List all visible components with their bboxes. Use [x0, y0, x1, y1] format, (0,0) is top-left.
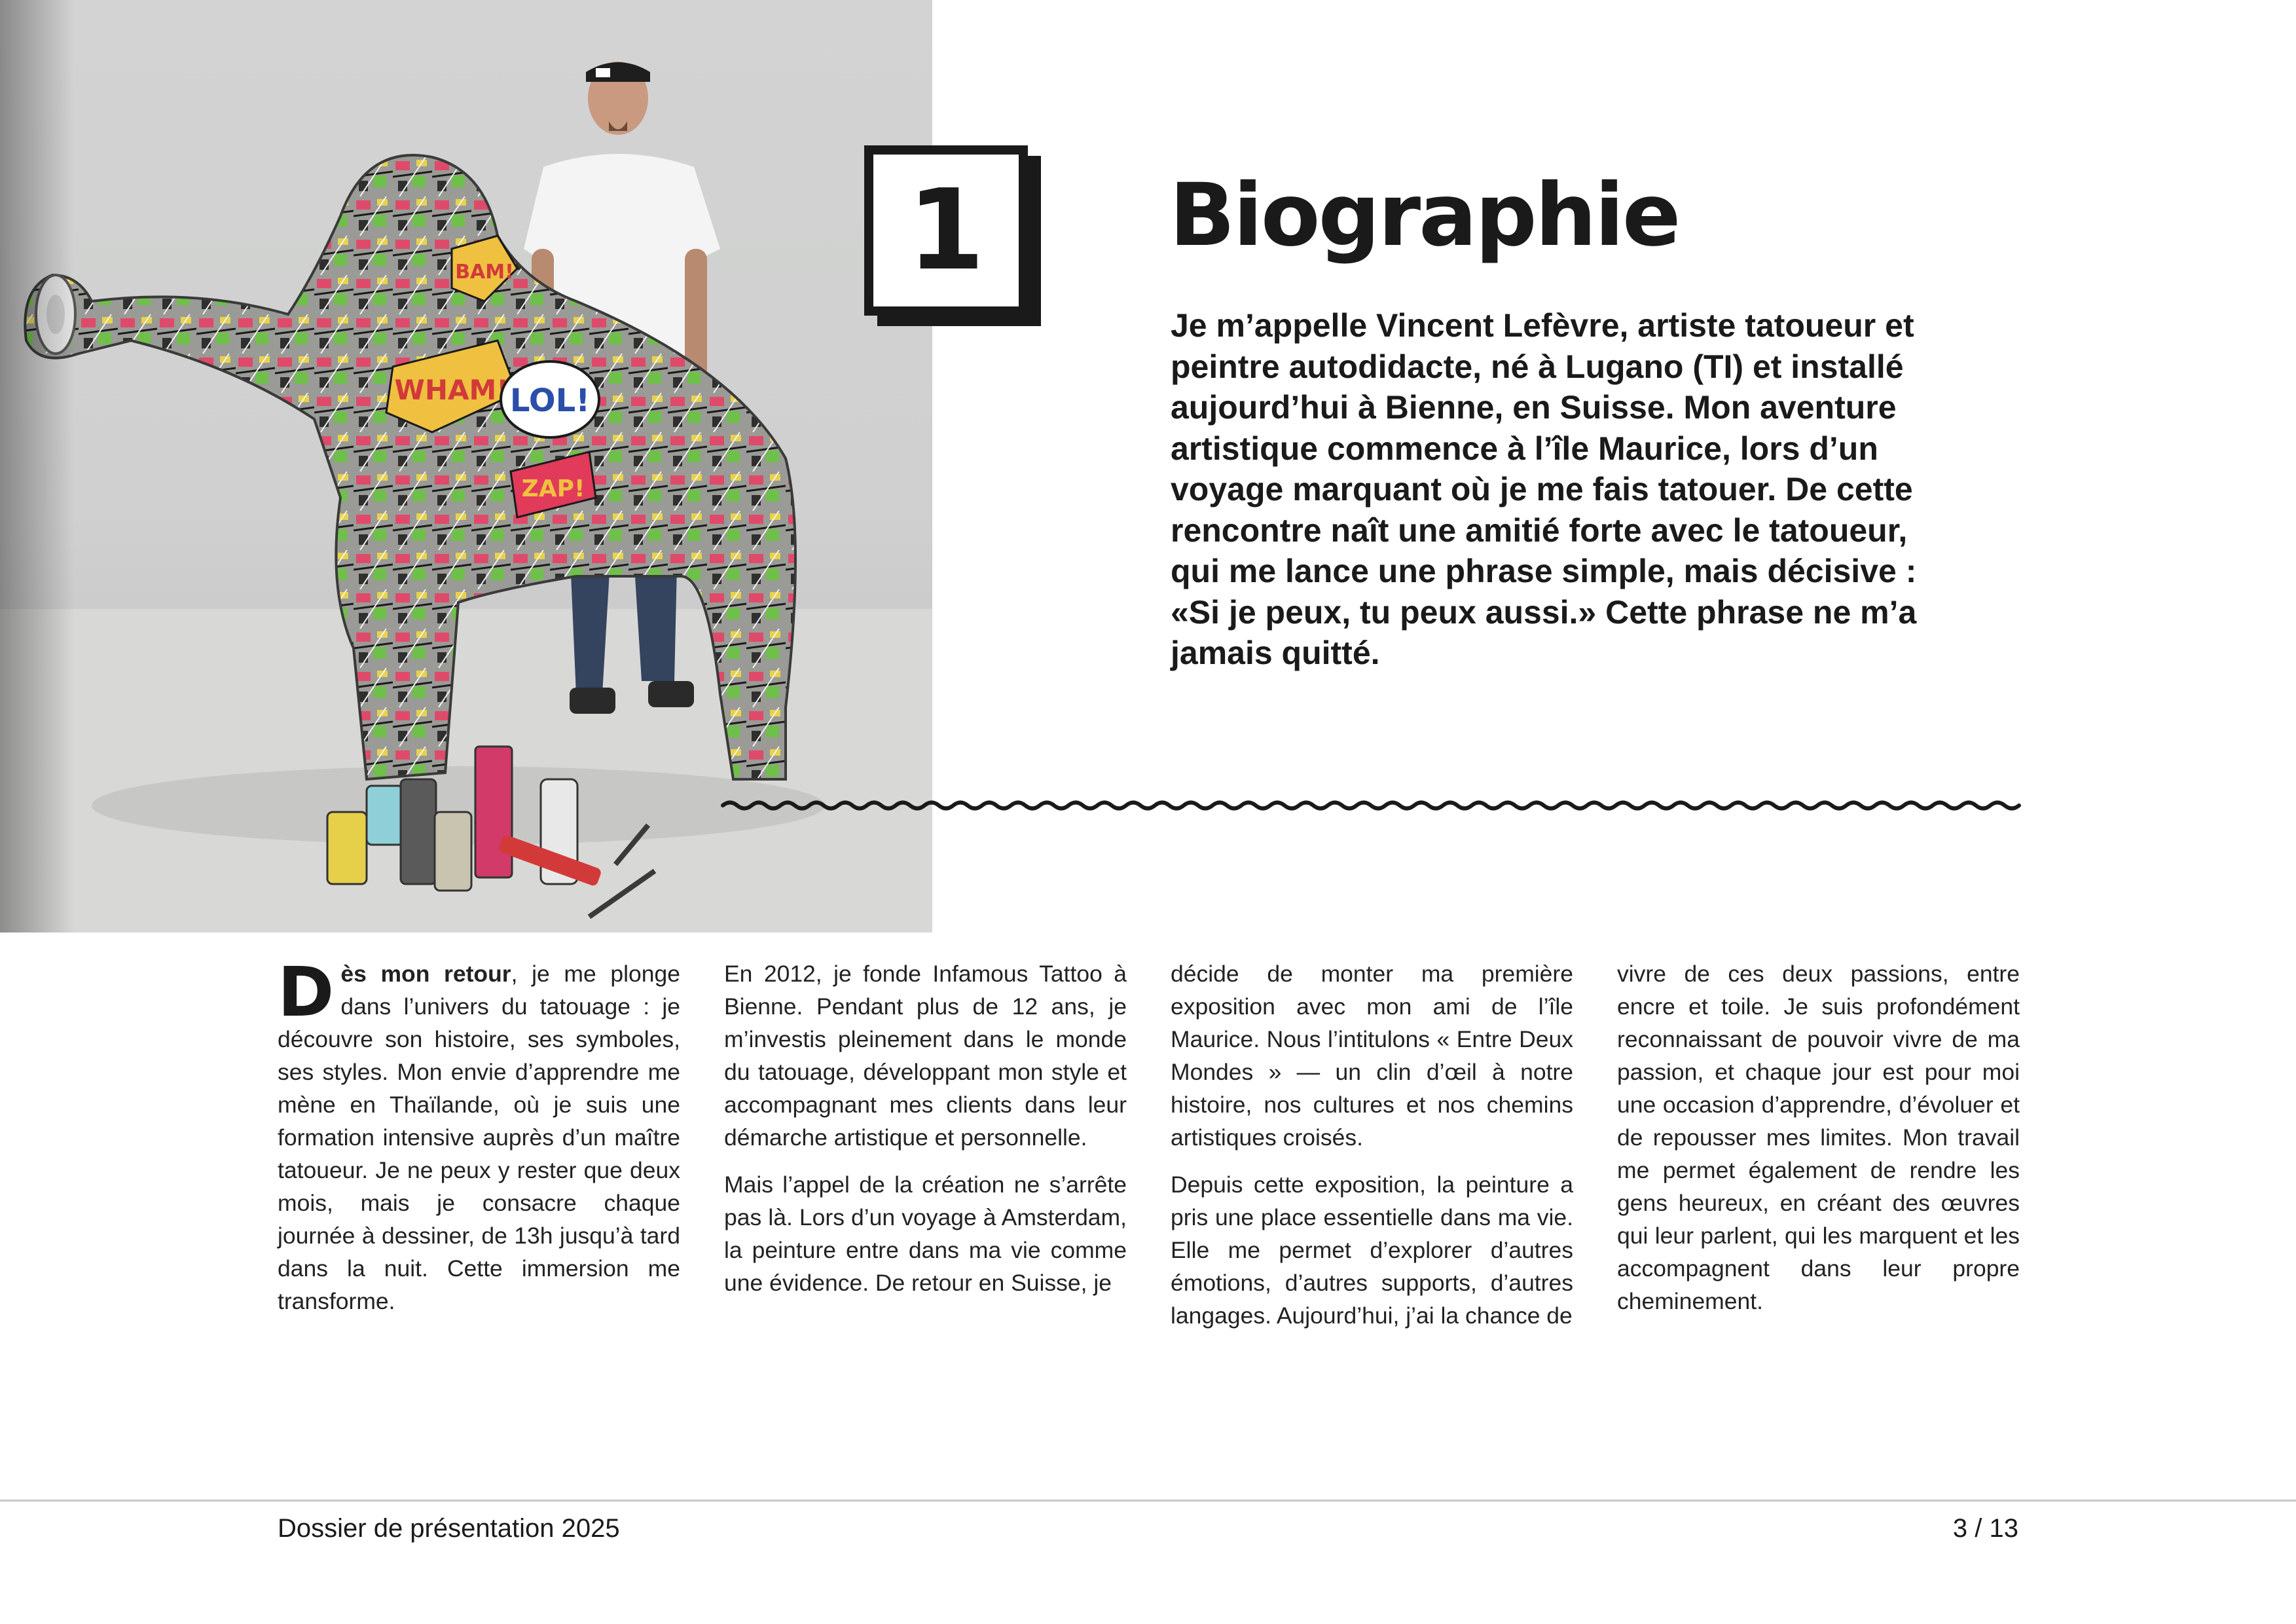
drop-cap: D	[278, 952, 335, 1032]
col1-bold-intro: ès mon retour	[340, 961, 511, 987]
col3-paragraph-2: Depuis cette exposition, la peinture a pris une place essentielle dans ma vie. Elle me permet d’explorer d’autres émotions, d’autres supports, d’autres langages. Aujourd’hui, j’ai la chance de	[1171, 1172, 1573, 1329]
section-number: 1	[864, 145, 1028, 316]
col1-paragraph	[278, 952, 680, 1318]
lead-paragraph: Je m’appelle Vincent Lefèvre, artiste tatoueur et peintre autodidacte, né à Lugano (TI) et installé aujourd’hui à Bienne, en Suisse. Mon aventure artistique commence à l’île Maurice, lors d’un voyage marquant où je me fais tatouer. De cette rencontre naît une amitié forte avec le tatoueur, qui me lance une phrase simple, mais décisive : «Si je peux, tu peux aussi.» Cette phrase ne m’a jamais quitté.	[1171, 307, 1917, 671]
footer-document-title: Dossier de présentation 2025	[278, 1514, 620, 1543]
col4-paragraph-1: vivre de ces deux passions, entre encre et toile. Je suis profondément reconnaissant de pouvoir vivre de ma passion, et chaque jour est pour moi une occasion d’apprendre, d’évoluer et de repousser mes limites. Mon travail me permet également de rendre les gens heureux, en créant des œuvres qui leur parlent, qui les marquent et les accompagnent dans leur propre cheminement.	[1617, 961, 2020, 1314]
footer-rule	[0, 1500, 2296, 1502]
body-column-2	[724, 957, 1127, 1314]
body-column-3	[1171, 957, 1573, 1346]
body-column-1	[278, 952, 680, 1332]
body-column-4	[1617, 957, 2020, 1332]
col1-text: , je me plonge dans l’univers du tatouage : je découvre son histoire, ses symboles, ses styles. Mon envie d’apprendre me mène en Thaïlande, où je suis une formation intensive auprès d’un maître tatoueur. Je ne peux y rester que deux mois, mais je consacre chaque journée à dessiner, de 13h jusqu’à tard dans la nuit. Cette immersion me transforme.	[278, 961, 680, 1314]
wavy-line	[723, 803, 2019, 809]
section-title: Biographie	[1169, 165, 1679, 266]
col2-paragraph-1: En 2012, je fonde Infamous Tattoo à Bienne. Pendant plus de 12 ans, je m’investis pleinement dans le monde du tatouage, développant mon style et accompagnant mes clients dans leur démarche artistique et personnelle.	[724, 961, 1127, 1151]
footer-page-number: 3 / 13	[1952, 1514, 2018, 1543]
wavy-divider	[720, 792, 2030, 819]
section-number-badge	[864, 145, 1028, 316]
col3-paragraph-1: décide de monter ma première exposition avec mon ami de l’île Maurice. Nous l’intitulons « Entre Deux Mondes » — un clin d’œil à notre histoire, nos cultures et nos chemins artistiques croisés.	[1171, 961, 1573, 1151]
col2-paragraph-2: Mais l’appel de la création ne s’arrête pas là. Lors d’un voyage à Amsterdam, la peinture entre dans ma vie comme une évidence. De retour en Suisse, je	[724, 1172, 1127, 1296]
